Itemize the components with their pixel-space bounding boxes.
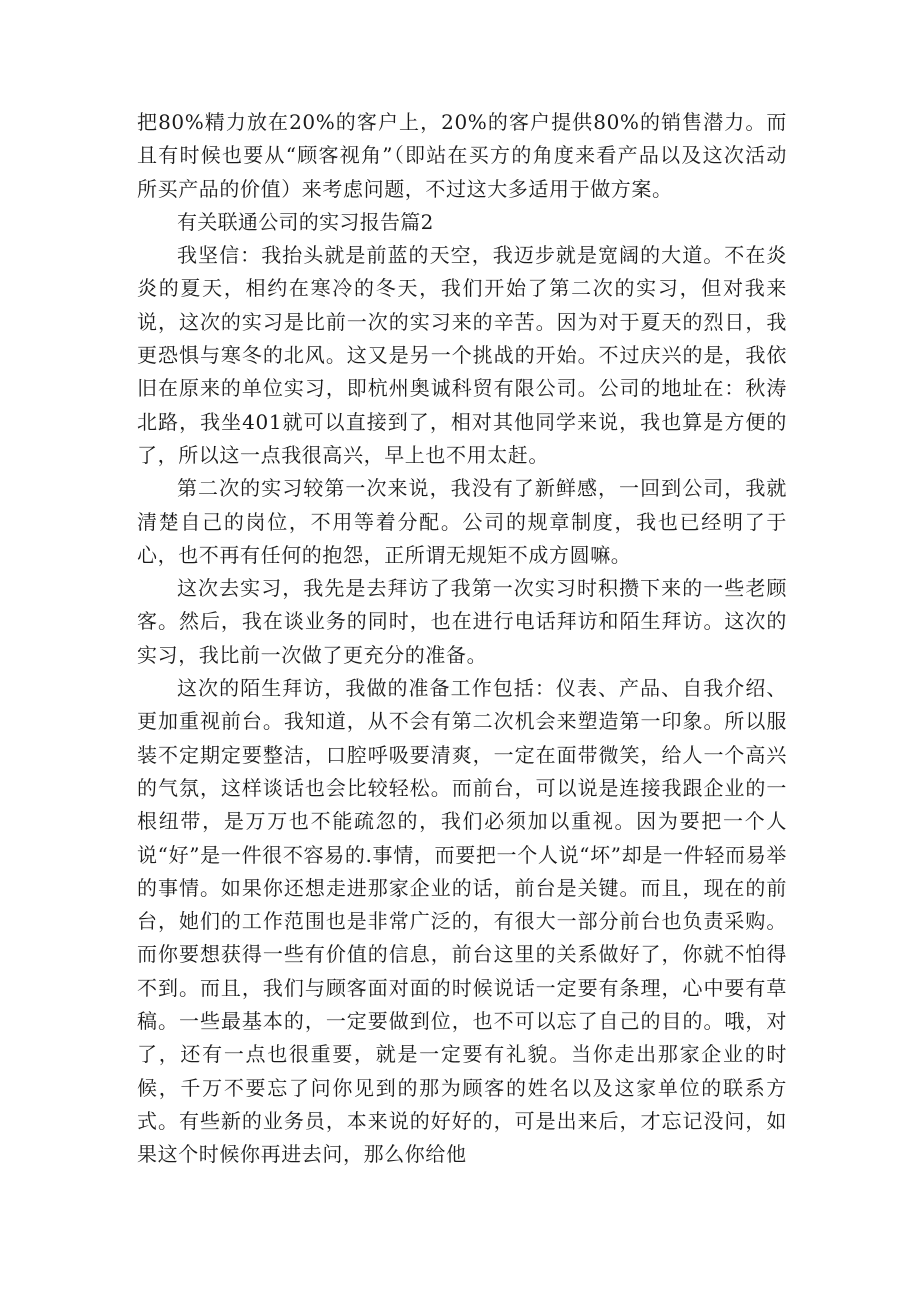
paragraph-continuation: 把80%精力放在20%的客户上，20%的客户提供80%的销售潜力。而且有时候也要从“顾客视角”（即站在买方的角度来看产品以及这次活动所买产品的价值）来考虑问题，不过这大多适用于做方案。 [137, 110, 787, 201]
paragraph-preparation: 这次的陌生拜访，我做的准备工作包括：仪表、产品、自我介绍、更加重视前台。我知道，从不会有第二次机会来塑造第一印象。所以服装不定期定要整洁，口腔呼吸要清爽，一定在面带微笑，给人一个高兴的气氛，这样谈话也会比较轻松。而前台，可以说是连接我跟企业的一根纽带，是万万也不能疏忽的，我们必须加以重视。因为要把一个人说“好”是一件很不容易的.事情，而要把一个人说“坏”却是一件轻而易举的事情。如果你还想走进那家企业的话，前台是关键。而且，现在的前台，她们的工作范围也是非常广泛的，有很大一部分前台也负责采购。而你要想获得一些有价值的信息，前台这里的关系做好了，你就不怕得不到。而且，我们与顾客面对面的时候说话一定要有条理，心中要有草稿。一些最基本的，一定要做到位，也不可以忘了自己的目的。哦，对了，还有一点也很重要，就是一定要有礼貌。当你走出那家企业的时候，千万不要忘了问你见到的那为顾客的姓名以及这家单位的联系方式。有些新的业务员，本来说的好好的，可是出来后，才忘记没问，如果这个时候你再进去问，那么你给他 [137, 676, 787, 1167]
paragraph-belief: 我坚信：我抬头就是前蓝的天空，我迈步就是宽阔的大道。不在炎炎的夏天，相约在寒冷的冬天，我们开始了第二次的实习，但对我来说，这次的实习是比前一次的实习来的辛苦。因为对于夏天的烈日，我更恐惧与寒冬的北风。这又是另一个挑战的开始。不过庆兴的是，我依旧在原来的单位实习，即杭州奥诚科贸有限公司。公司的地址在：秋涛北路，我坐401就可以直接到了，相对其他同学来说，我也算是方便的了，所以这一点我很高兴，早上也不用太赶。 [137, 243, 787, 467]
document-page [137, 106, 787, 1172]
paragraph-second-internship: 第二次的实习较第一次来说，我没有了新鲜感，一回到公司，我就清楚自己的岗位，不用等着分配。公司的规章制度，我也已经明了于心，也不再有任何的抱怨，正所谓无规矩不成方圆嘛。 [137, 476, 787, 567]
section-heading: 有关联通公司的实习报告篇2 [177, 209, 434, 234]
paragraph-visits: 这次去实习，我先是去拜访了我第一次实习时积攒下来的一些老顾客。然后，我在谈业务的同时，也在进行电话拜访和陌生拜访。这次的实习，我比前一次做了更充分的准备。 [137, 576, 787, 667]
